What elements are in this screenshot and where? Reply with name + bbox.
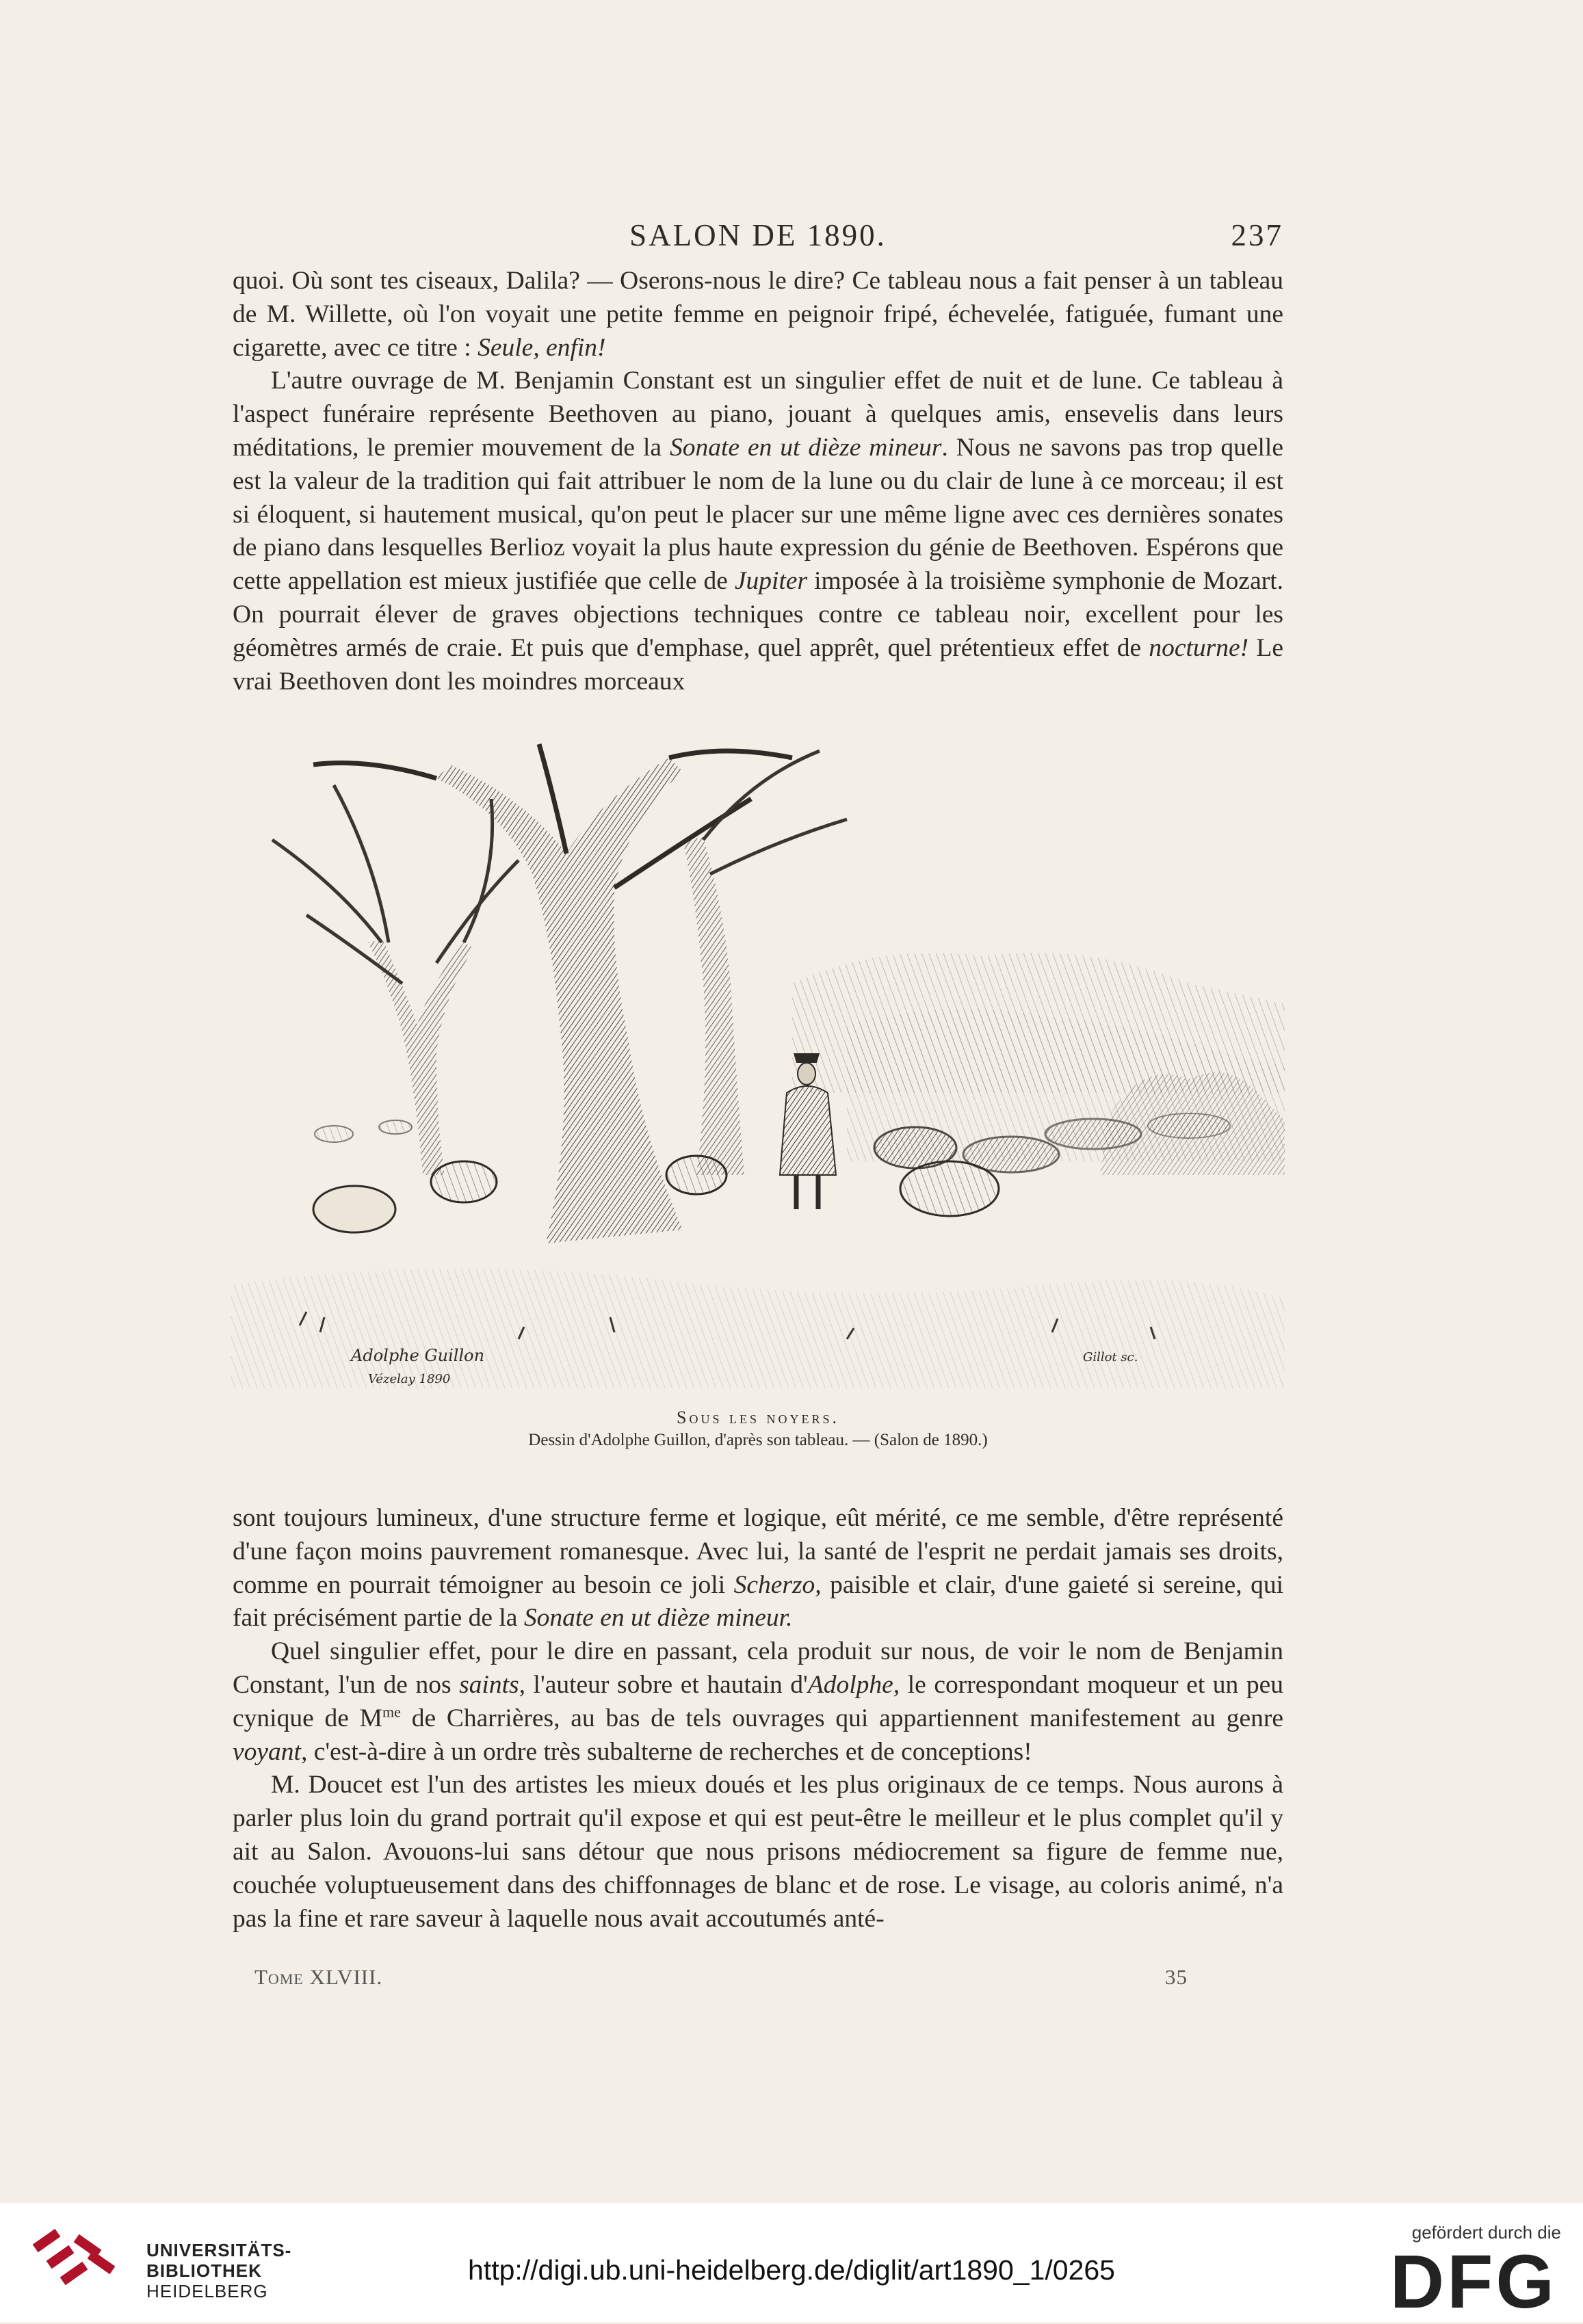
running-title: SALON DE 1890. [629,218,887,252]
paragraph-1: quoi. Où sont tes ciseaux, Dalila? — Oserons-nous le dire? Ce tableau nous a fait penser à un tableau de M. Willette, où l'on voyait une petite femme en peignoir fripé, échevelée, fatiguée, fumant une cigarette, avec ce titre : Seule, enfin! [233,267,1283,362]
running-head [233,217,1283,259]
paragraph-3: sont toujours lumineux, d'une structure ferme et logique, eût mérité, ce me semble, d'être représenté d'une façon moins pauvrement romanesque. Avec lui, la santé de l'esprit ne perdait jamais ses droits, comme en pourrait témoigner au besoin ce joli Scherzo, paisible et clair, d'une gaieté si sereine, qui fait précisément partie de la Sonate en ut dièze mineur. [233,1504,1283,1633]
funding-label: gefördert durch die [1411,2222,1561,2243]
paragraph-2: L'autre ouvrage de M. Benjamin Constant est un singulier effet de nuit et de lune. Ce tableau à l'aspect funéraire représente Beethoven au piano, jouant à quelques amis, ensevelis dans leurs méditations, le premier mouvement de la Sonate en ut dièze mineur. Nous ne savons pas trop quelle est la valeur de la tradition qui fait attribuer le nom de la lune ou du clair de lune à ce morceau; il est si éloquent, si hautement musical, qu'on peut le placer sur une même ligne avec ces dernières sonates de piano dans lesquelles Berlioz voyait la plus haute expression du génie de Beethoven. Espérons que cette appellation est mieux justifiée que celle de Jupiter imposée à la troisième symphonie de Mozart. On pourrait élever de graves objections techniques contre ce tableau noir, excellent pour les géomètres armés de craie. Et puis que d'emphase, quel apprêt, quel prétentieux effet de nocturne! Le vrai Beethoven dont les moindres morceaux [233,367,1283,696]
library-name: UNIVERSITÄTS- BIBLIOTHEK HEIDELBERG [146,2240,292,2301]
figure-caption-credit: Dessin d'Adolphe Guillon, d'après son tableau. — (Salon de 1890.) [528,1431,988,1449]
permalink-url[interactable]: http://digi.ub.uni-heidelberg.de/diglit/art1890_1/0265 [468,2254,1115,2286]
artist-signature: Adolphe Guillon [351,1346,485,1365]
figure-caption-title: Sous les noyers. [677,1408,839,1427]
gathering-signature: 35 [1165,1965,1188,1989]
dfg-logo: DFG [1389,2240,1557,2324]
digitization-bar [0,2203,1583,2322]
engraver-signature: Gillot sc. [1083,1350,1138,1364]
page-footer [233,1965,1283,1992]
volume-label: Tome XLVIII. [254,1965,383,1989]
page-number: 237 [1231,218,1283,252]
text-column-top [233,265,1283,698]
paragraph-4: Quel singulier effet, pour le dire en passant, cela produit sur nous, de voir le nom de Benjamin Constant, l'un de nos saints, l'auteur sobre et hautain d'Adolphe, le correspondant moqueur et un peu cynique de $M^{me}$ de Charrières, au bas de tels ouvrages qui appartiennent manifestement au genre voyant, c'est-à-dire à un ordre très subalterne de recherches et de conceptions! [233,1637,1283,1766]
place-date-signature: Vézelay 1890 [368,1372,451,1386]
paragraph-5: M. Doucet est l'un des artistes les mieux doués et les plus originaux de ce temps. Nous aurons à parler plus loin du grand portrait qu'il expose et qui est peut-être le meilleur et le plus complet qu'il y ait au Salon. Avouons-lui sans détour que nous prisons médiocrement sa figure de femme nue, couchée voluptueusement dans des chiffonnages de blanc et de rose. Le visage, au coloris animé, n'a pas la fine et rare saveur à laquelle nous avait accoutumés anté- [233,1771,1283,1933]
illustration-sous-les-noyers [231,737,1285,1388]
text-column-bottom [233,1502,1283,1936]
